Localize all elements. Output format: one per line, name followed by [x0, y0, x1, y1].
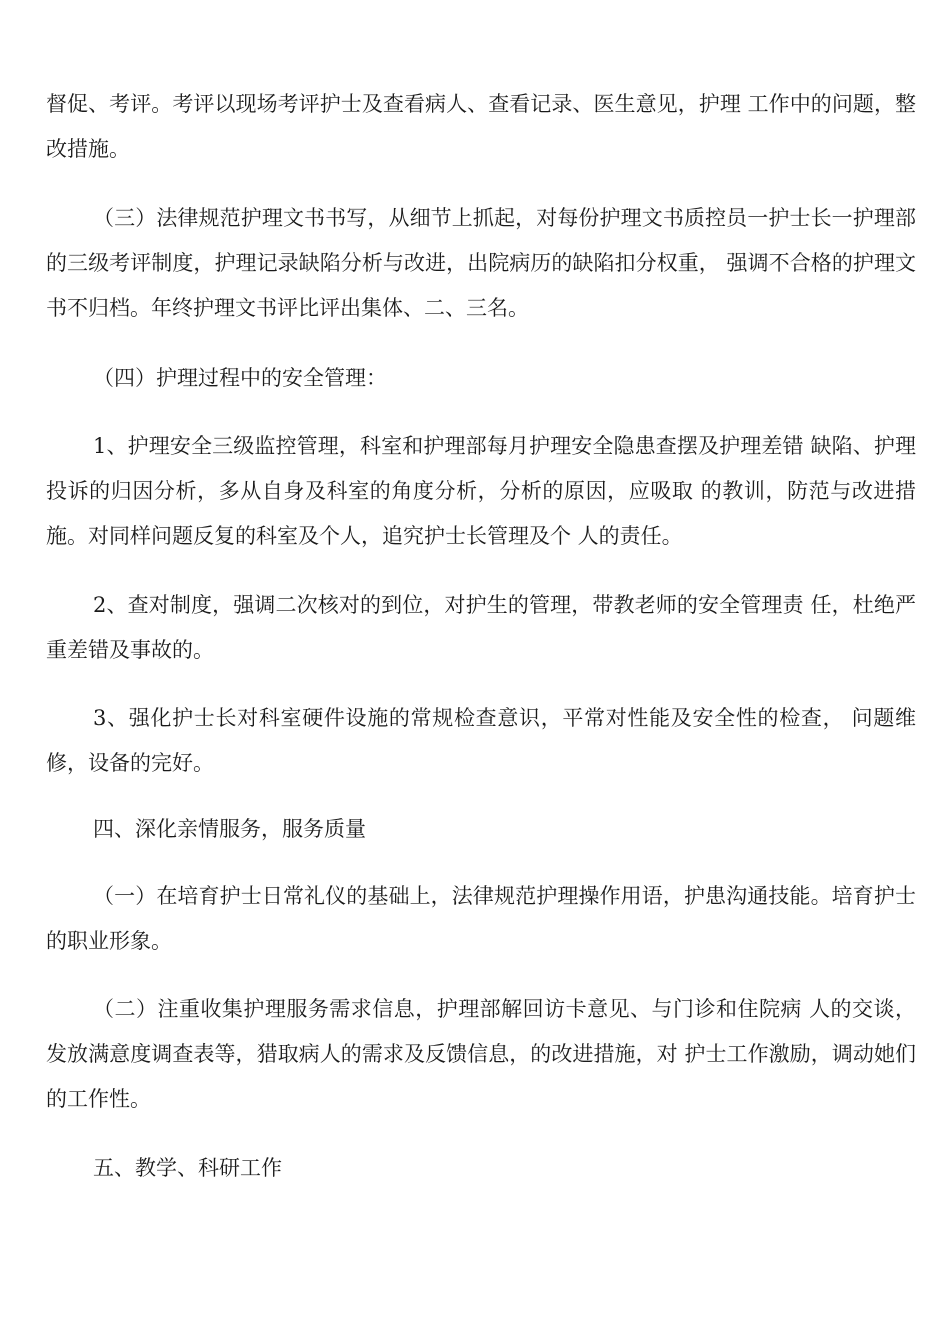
- paragraph-10: 五、教学、科研工作: [93, 1156, 282, 1180]
- paragraph-4: 1、护理安全三级监控管理，科室和护理部每月护理安全隐患查摆及护理差错 缺陷、护理投诉的归因分析，多从自身及科室的角度分析，分析的原因，应吸取 的教训，防范与改进措施。对同样问题反复的科室及个人，追究护士长管理及个 人的责任。: [46, 434, 916, 548]
- paragraph-8: （一）在培育护士日常礼仪的基础上，法律规范护理操作用语，护患沟通技能。培育护士的职业形象。: [46, 884, 916, 953]
- paragraph-2: （三）法律规范护理文书书写，从细节上抓起，对每份护理文书质控员一护士长一护理部的三级考评制度，护理记录缺陷分析与改进，出院病历的缺陷扣分权重， 强调不合格的护理文书不归档。年终护理文书评比评出集体、二、三名。: [46, 206, 916, 320]
- paragraph-6: 3、强化护士长对科室硬件设施的常规检查意识，平常对性能及安全性的检查， 问题维修，设备的完好。: [46, 706, 916, 775]
- paragraph-7: 四、深化亲情服务，服务质量: [93, 817, 366, 841]
- paragraph-1: 督促、考评。考评以现场考评护士及查看病人、查看记录、医生意见，护理 工作中的问题，整改措施。: [46, 92, 916, 161]
- paragraph-3: （四）护理过程中的安全管理：: [93, 366, 387, 390]
- paragraph-9: （二）注重收集护理服务需求信息，护理部解回访卡意见、与门诊和住院病 人的交谈，发放满意度调查表等，猎取病人的需求及反馈信息，的改进措施，对 护士工作激励，调动她们的工作性。: [46, 997, 916, 1111]
- paragraph-5: 2、查对制度，强调二次核对的到位，对护生的管理，带教老师的安全管理责 任，杜绝严重差错及事故的。: [46, 593, 916, 662]
